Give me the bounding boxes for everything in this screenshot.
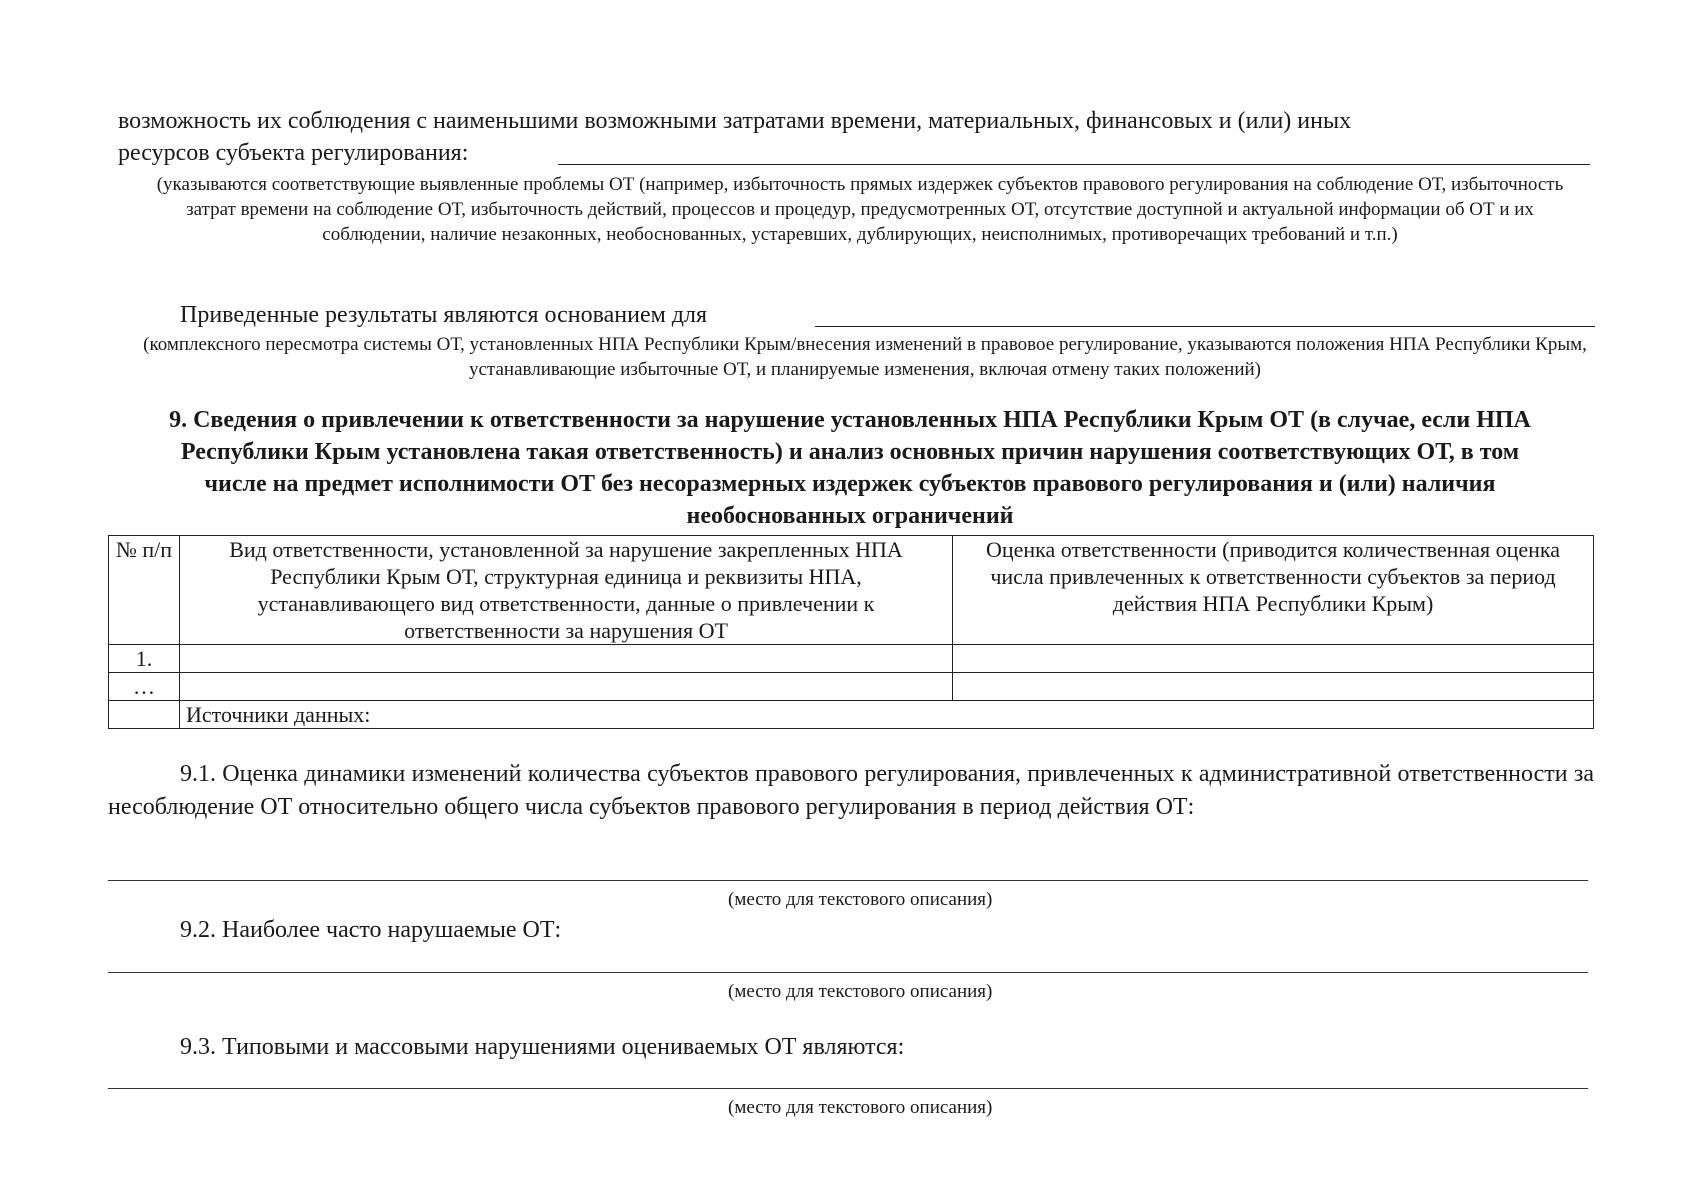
header-num: № п/п <box>109 536 180 645</box>
section-9-title: 9. Сведения о привлечении к ответственности за нарушение установленных НПА Республики Крым ОТ (в случае, если НПА Республики Крым установлена такая ответственность) и анализ основных причин нарушения соответствующих ОТ, в том числе на предмет исполнимости ОТ без несоразмерных издержек субъектов правового регулирования и (или) наличия необоснованных ограничений <box>169 407 1531 529</box>
intro-note: (указываются соответствующие выявленные проблемы ОТ (например, избыточность прямых издержек субъектов правового регулирования на соблюдение ОТ, избыточность затрат времени на соблюдение ОТ, избыточность действий, процессов и процедур, предусмотренных ОТ, отсутствие доступной и актуальной информации об ОТ и их соблюдении, наличие незаконных, необоснованных, устаревших, дублирующих, неисполнимых, противоречащих требований и т.п.) <box>156 174 1564 245</box>
subsection-9-3-caption: (место для текстового описания) <box>728 1097 993 1118</box>
row-num: … <box>109 673 180 701</box>
row-num: 1. <box>109 645 180 673</box>
results-fill-line[interactable] <box>815 326 1595 327</box>
subsection-9-3-text: 9.3. Типовыми и массовыми нарушениями оцениваемых ОТ являются: <box>180 1034 905 1060</box>
intro-line-2: ресурсов субъекта регулирования: <box>118 140 469 166</box>
row-type-cell[interactable] <box>180 673 953 701</box>
subsection-9-2-fill-line[interactable] <box>108 972 1588 973</box>
table-row-sources <box>109 701 1594 729</box>
subsection-9-2-text: 9.2. Наиболее часто нарушаемые ОТ: <box>180 917 562 943</box>
table-row <box>109 645 1594 673</box>
table-header-row <box>109 536 1594 645</box>
header-assessment: Оценка ответственности (приводится количественная оценка числа привлеченных к ответственности субъектов за период действия НПА Республики Крым) <box>953 536 1594 645</box>
header-responsibility-type: Вид ответственности, установленной за нарушение закрепленных НПА Республики Крым ОТ, структурная единица и реквизиты НПА, устанавливающего вид ответственности, данные о привлечении к ответственности за нарушения ОТ <box>180 536 953 645</box>
subsection-9-1-fill-line[interactable] <box>108 880 1588 881</box>
subsection-9-2-caption: (место для текстового описания) <box>728 981 993 1002</box>
responsibility-table <box>108 535 1594 729</box>
row-assessment-cell[interactable] <box>953 673 1594 701</box>
results-text: Приведенные результаты являются основанием для <box>180 302 708 328</box>
subsection-9-1-caption: (место для текстового описания) <box>728 889 993 910</box>
row-assessment-cell[interactable] <box>953 645 1594 673</box>
subsection-9-1-text: 9.1. Оценка динамики изменений количества субъектов правового регулирования, привлеченных к административной ответственности за несоблюдение ОТ относительно общего числа субъектов правового регулирования в период действия ОТ: <box>108 761 1594 820</box>
intro-line-1: возможность их соблюдения с наименьшими возможными затратами времени, материальных, финансовых и (или) иных <box>118 108 1352 134</box>
intro-fill-line[interactable] <box>558 164 1590 165</box>
row-type-cell[interactable] <box>180 645 953 673</box>
table-row <box>109 673 1594 701</box>
results-note: (комплексного пересмотра системы ОТ, установленных НПА Республики Крым/внесения изменений в правовое регулирование, указываются положения НПА Республики Крым, устанавливающие избыточные ОТ, и планируемые изменения, включая отмену таких положений) <box>143 334 1587 380</box>
sources-label[interactable]: Источники данных: <box>180 701 1594 729</box>
sources-num-cell <box>109 701 180 729</box>
subsection-9-3-fill-line[interactable] <box>108 1088 1588 1089</box>
